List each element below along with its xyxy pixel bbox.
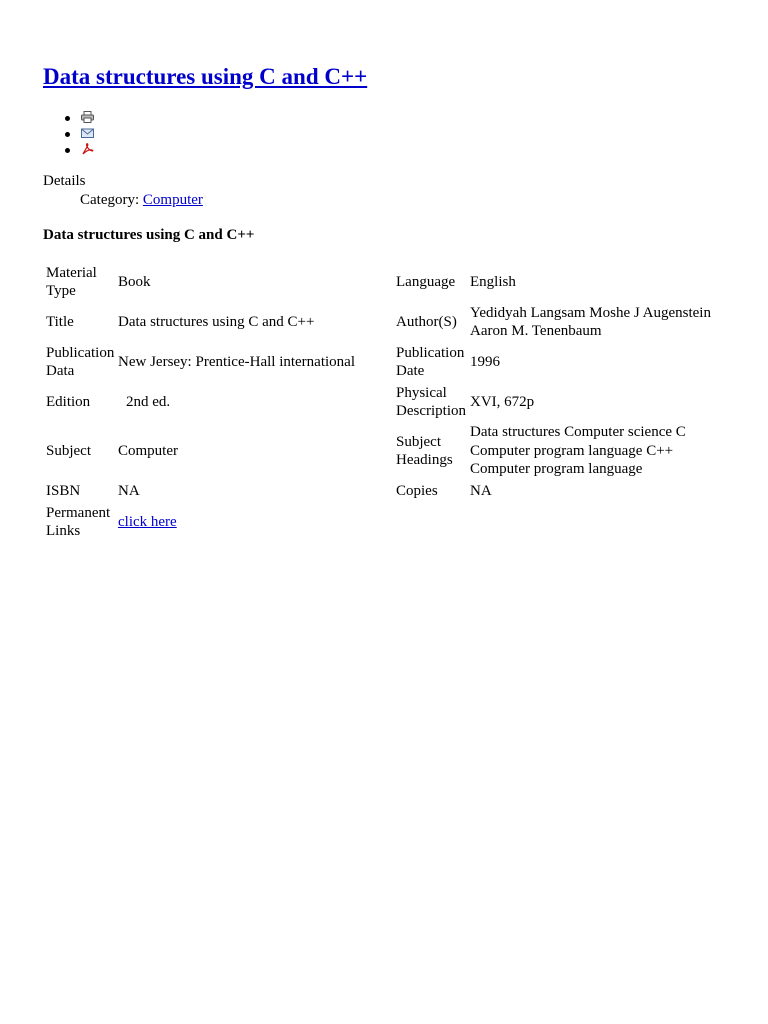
edition-label: Edition (46, 393, 91, 410)
empty-cell (395, 502, 469, 542)
page-title-link[interactable]: Data structures using C and C++ (43, 64, 368, 89)
edition-value: 2nd ed. (126, 393, 171, 410)
language-value: English (470, 273, 516, 290)
table-row (45, 502, 721, 542)
page-title (43, 63, 367, 91)
email-icon (81, 127, 94, 139)
isbn-label: ISBN (46, 482, 81, 499)
pdf-item (65, 142, 94, 158)
copies-label: Copies (396, 482, 438, 499)
isbn-value: NA (118, 482, 140, 499)
physical-description-value: XVI, 672p (470, 393, 535, 410)
category-line (80, 191, 203, 210)
authors-value: Yedidyah Langsam Moshe J Augenstein Aaron M. Tenenbaum (470, 304, 711, 339)
bibliographic-table (45, 262, 721, 542)
subject-label: Subject (46, 442, 91, 459)
title-label: Title (46, 313, 74, 330)
table-row (45, 382, 721, 422)
pdf-icon (81, 143, 94, 155)
publication-date-label: Publication Date (396, 344, 465, 379)
empty-cell (469, 502, 721, 542)
category-link[interactable]: Computer (142, 192, 203, 208)
material-type-label: Material Type (46, 264, 97, 299)
physical-description-label: Physical Description (396, 384, 466, 419)
table-row (45, 302, 721, 342)
print-link[interactable] (81, 111, 94, 127)
email-link[interactable] (81, 127, 94, 143)
copies-value: NA (470, 482, 492, 499)
permanent-links-cell (117, 502, 395, 542)
print-item (65, 110, 94, 126)
title-value: Data structures using C and C++ (118, 313, 315, 330)
material-type-value: Book (118, 273, 151, 290)
category-prefix: Category: (80, 192, 140, 208)
table-row (45, 480, 721, 502)
permanent-link[interactable]: click here (118, 513, 177, 530)
subject-value: Computer (118, 442, 178, 459)
details-label: Details (43, 173, 86, 189)
email-item (65, 126, 94, 142)
permanent-links-label: Permanent Links (46, 504, 111, 539)
table-row (45, 262, 721, 302)
table-row (45, 342, 721, 382)
publication-data-value: New Jersey: Prentice-Hall international (118, 353, 355, 370)
content-heading: Data structures using C and C++ (43, 227, 255, 243)
subject-headings-label: Subject Headings (396, 433, 453, 468)
article-actions (65, 110, 94, 158)
table-row (45, 422, 721, 480)
publication-data-label: Publication Data (46, 344, 115, 379)
language-label: Language (396, 273, 456, 290)
pdf-link[interactable] (81, 143, 94, 159)
print-icon (81, 111, 94, 123)
publication-date-value: 1996 (470, 353, 500, 370)
subject-headings-value: Data structures Computer science C Computer program language C++ Computer program language (470, 424, 686, 478)
authors-label: Author(S) (396, 313, 457, 330)
